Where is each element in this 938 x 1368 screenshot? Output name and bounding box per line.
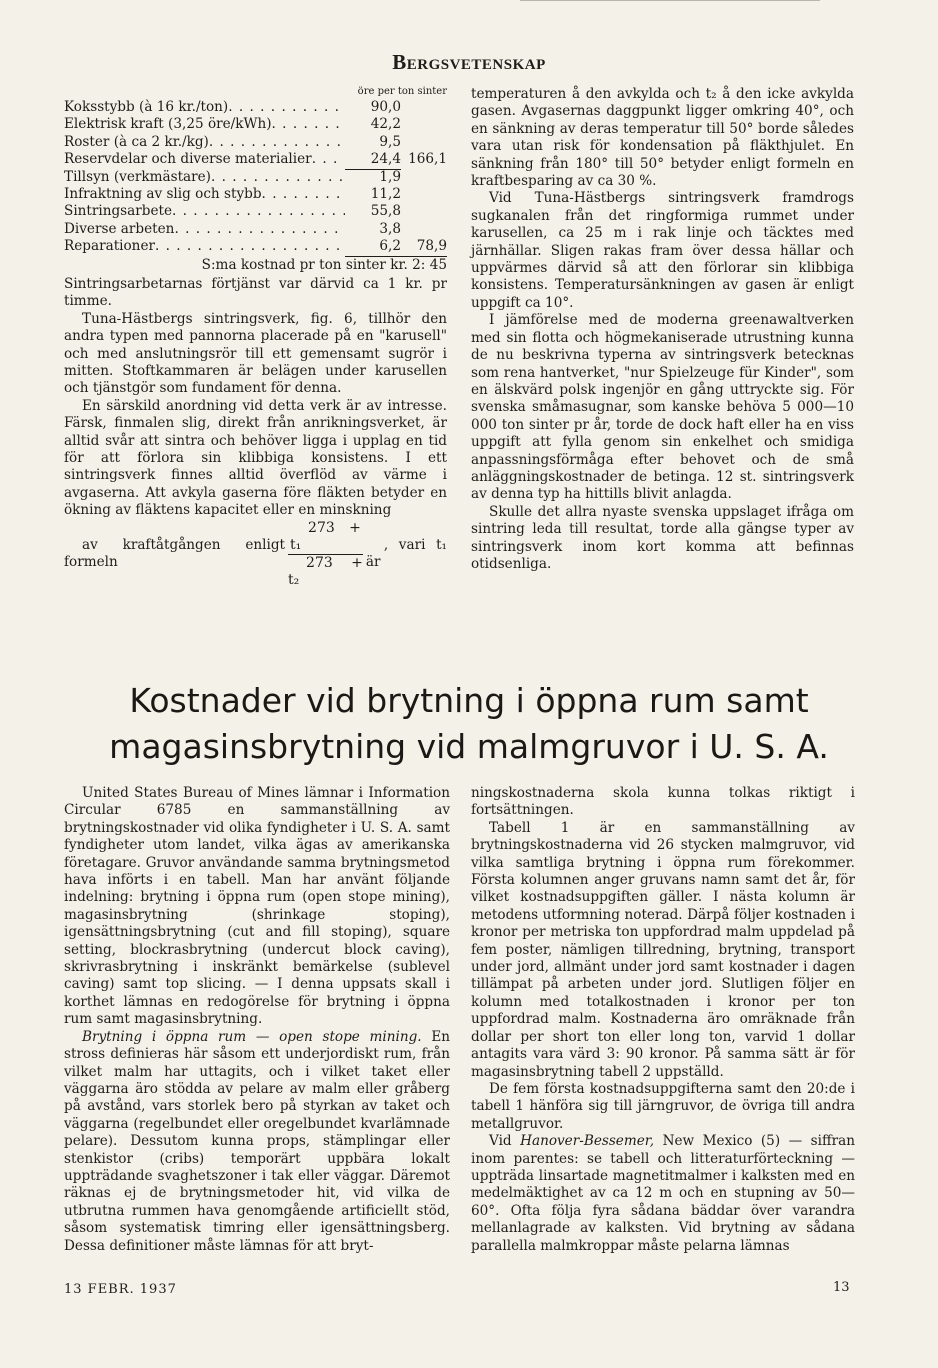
column-top-left xyxy=(64,86,447,589)
cost-row: Koksstybb (à 16 kr./ton) . . . 90,0 xyxy=(64,99,447,116)
mine-name: Hanover-Bessemer, xyxy=(520,1133,655,1150)
top-rule xyxy=(520,0,820,1)
cost-row: Roster (à ca 2 kr./kg) . . . 9,5 xyxy=(64,134,447,151)
cost-row: Diverse arbeten . . . 3,8 xyxy=(64,221,447,238)
paragraph: temperaturen å den avkylda och t₂ å den icke avkylda gasen. Avgasernas daggpunkt ligger omkring 40°, och en sänkning av deras temperatur till 50° borde således vara utan risk för kondensation på fläkthjulet. En sänkning från 180° till 50° betyder enligt formeln en kraftbesparing av ca 30 %. xyxy=(471,86,854,190)
paragraph: ningskostnaderna skola kunna tolkas riktigt i fortsättningen. xyxy=(471,785,855,819)
cost-sum: S:ma kostnad pr ton sinter kr. 2: 45 xyxy=(201,256,447,273)
paragraph: Vid Tuna-Hästbergs sintringsverk framdrogs sugkanalen från det ringformiga rummet under karusellen, ca 25 m i rak linje och täcktes med järnhällar. Sligen rakas fram över dessa hällar och uppvärmes därvid så att den förlorar sin klibbiga konsistens. Temperatursänkningen av gasen är enligt uppgift ca 10°. xyxy=(471,190,854,311)
paragraph: Skulle det allra nyaste svenska uppslaget ifråga om sintring leda till resultat, torde alla gängse typer av sintringsverk inom kort komma att befinnas otidsenliga. xyxy=(471,503,854,572)
cost-row: Infraktning av slig och stybb . . . 11,2 xyxy=(64,186,447,203)
paragraph: De fem första kostnadsuppgifterna samt den 20:de i tabell 1 hänföra sig till järngruvor, de övriga till andra metallgruvor. xyxy=(471,1080,855,1132)
cost-table xyxy=(64,99,447,256)
paragraph: Brytning i öppna rum — open stope mining. En stross definieras här såsom ett underjordiskt rum, från vilket malm har uttagits, och i vilket taket eller väggarna äro stödda av pelare av malm eller gråberg på avstånd, vars storlek bero på styrkan av taket och väggarna (regelbundet eller oregelbundet kvarlämnade pelare). Dessutom kunna props, stämplingar eller stenkistor (cribs) temporärt uppbära lokalt uppträdande svaghetszoner i tak eller väggar. Däremot räknas ej de brytningsmetoder hit, vid vilka de utbrutna rummen hava genomgående artificiellt stöd, såsom systematisk timring eller igensättningsberg. Dessa definitioner måste lämnas för att bryt- xyxy=(64,1028,450,1254)
column-bottom-left xyxy=(64,785,450,1255)
page-number: 13 xyxy=(833,1280,850,1295)
journal-header: Bergsvetenskap xyxy=(392,50,546,74)
article-title: Kostnader vid brytning i öppna rum samt magasinsbrytning vid malmgruvor i U. S. A. xyxy=(109,681,829,766)
paragraph: Sintringsarbetarnas förtjänst var därvid ca 1 kr. pr timme. xyxy=(64,275,447,310)
column-bottom-right xyxy=(471,785,855,1255)
cost-row: Reservdelar och diverse materialier . . . 24,4 166,1 xyxy=(64,151,447,168)
section-heading: Brytning i öppna rum — open stope mining. xyxy=(82,1028,422,1045)
paragraph: Tuna-Hästbergs sintringsverk, fig. 6, tillhör den andra typen med pannorna placerade på en "karusell" och med anslutningsrör till ett gemensamt sugrör i mitten. Stoftkammaren är belägen under karusellen och tjänstgör som fundament för denna. xyxy=(64,310,447,397)
cost-table-unit: öre per ton sinter xyxy=(357,86,447,97)
formula-line: av kraftåtgången enligt formeln $\frac{\text{273 + t₁}}{\text{273 + t₂}}$ , vari t₁ är xyxy=(64,519,447,588)
cost-row: Sintringsarbete . . . 55,8 xyxy=(64,203,447,220)
paragraph: I jämförelse med de moderna greenawaltverken med sin flotta och högmekaniserade utrustning kunna de nu beskrivna typerna av sintringsverk betecknas som rena hantverket, "nur Spielzeuge für Kinder", som en älskvärd polsk ingenjör en gång uttryckte sig. För svenska småmasugnar, som kanske behöva 5 000—10 000 ton sinter pr år, torde de dock haft eller ha en viss uppgift att fylla genom sin enkelhet och smidiga anpassningsförmåga efter behovet och de små anläggningskostnader de betinga. 12 st. sintringsverk av denna typ ha hittills blivit anlagda. xyxy=(471,312,854,503)
cost-row: Elektrisk kraft (3,25 öre/kWh) . . . 42,2 xyxy=(64,116,447,133)
formula-fraction: $\frac{\text{273 + t₁}}{\text{273 + t₂}}$ xyxy=(288,519,363,588)
paragraph: En särskild anordning vid detta verk är av intresse. Färsk, finmalen slig, direkt från anrikningsverket, är alltid svår att sintra och behöver ligga i upplag en tid för att förlora sin klibbiga konsistens. I ett sintringsverk finnes alltid överflöd av värme i avgaserna. Att avkyla gaserna före fläkten betyder en ökning av fläktens kapacitet eller en minskning xyxy=(64,397,447,519)
footer-date: 13 FEBR. 1937 xyxy=(64,1282,177,1297)
cost-row: Tillsyn (verkmästare) . . . 1,9 xyxy=(64,169,447,186)
paragraph: Vid Hanover-Bessemer, New Mexico (5) — siffran inom parentes: se tabell och litteraturförteckning — uppträda linsartade magnetitmalmer i kalksten med en medelmäktighet av ca 12 m och en stupning av 50—60°. Ofta följa fyra sådana bäddar över varandra mellanlagrade av kalksten. Vid brytning av sådana parallella malmkroppar måste pelarna lämnas xyxy=(471,1133,855,1254)
paragraph: United States Bureau of Mines lämnar i Information Circular 6785 en sammanställning av brytningskostnader vid olika fyndigheter i U. S. A. samt fyndigheter utom landet, vilka ägas av amerikanska företagare. Gruvor användande samma brytningsmetod hava införts i en tabell. Man har använt följande indelning: brytning i öppna rum (open stope mining), magasinsbrytning (shrinkage stoping), igensättningsbrytning (cut and fill stoping), square setting, blockrasbrytning (undercut block caving), skrivrasbrytning i inskränkt bemärkelse (sublevel caving) samt top slicing. — I denna uppsats skall i korthet lämnas en redogörelse för brytning i öppna rum samt magasinsbrytning. xyxy=(64,785,450,1028)
paragraph: Tabell 1 är en sammanställning av brytningskostnaderna vid 26 stycken malmgruvor, vid vilka samtliga brytning i öppna rum förekommer. Första kolumnen anger gruvans namn samt det år, för vilket kostnadsuppgiften gäller. I nästa kolumn är metodens utformning noterad. Därpå följer kostnaden i kronor per metriska ton uppfordrad malm uppdelad på fem poster, nämligen tillredning, brytning, transport under jord, allmänt under jord samt kostnader i dagen tillämpat på arbeten under jord. Slutligen följer en kolumn med totalkostnaden i kronor per ton uppfordrad malm. Kostnaderna äro omräknade från dollar per short ton eller long ton, varvid 1 dollar antagits vara värd 3: 90 kronor. På samma sätt är för magasinsbrytning tabell 2 uppställd. xyxy=(471,819,855,1080)
column-top-right xyxy=(471,86,854,573)
cost-row: Reparationer . . . 6,2 78,9 xyxy=(64,238,447,255)
